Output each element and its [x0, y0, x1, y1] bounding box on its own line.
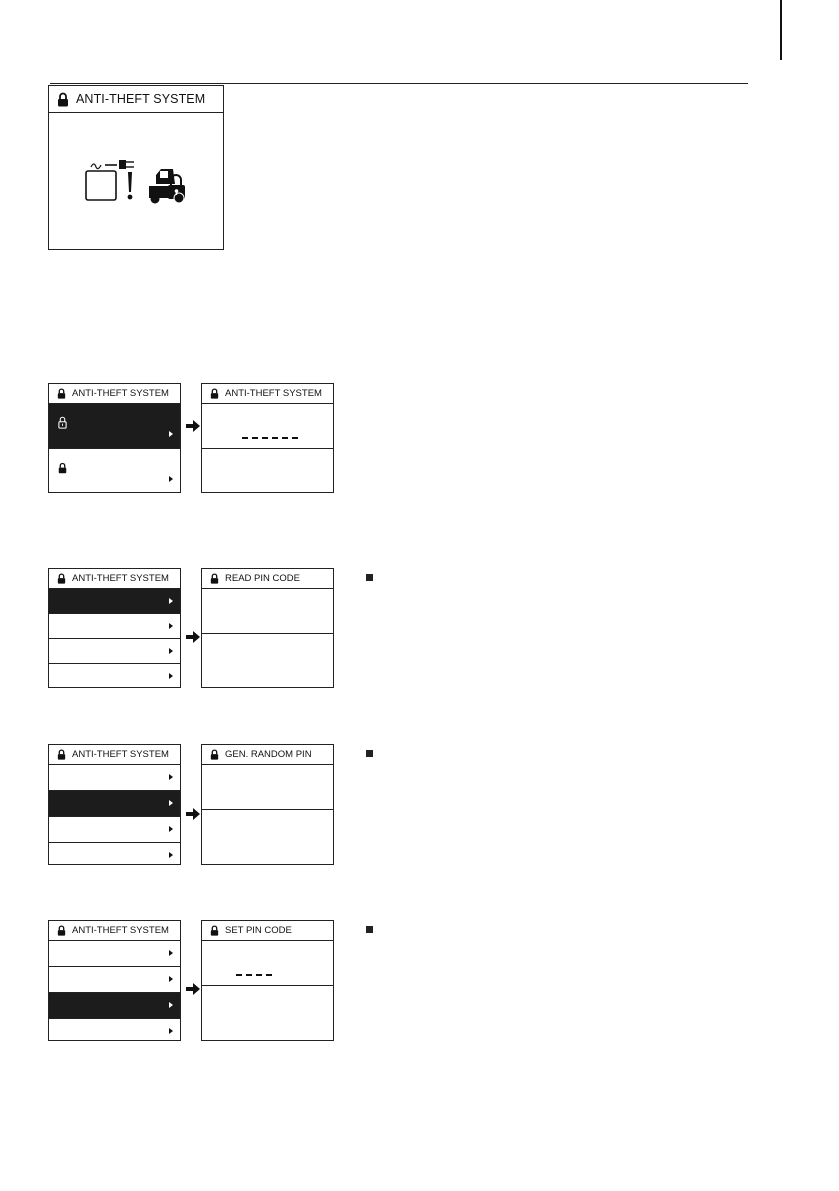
padlock-icon — [210, 573, 219, 584]
padlock-icon — [210, 925, 219, 936]
screen-header — [202, 745, 333, 765]
menu-item-gen-random-pin[interactable] — [49, 967, 180, 993]
pin-entry-row[interactable] — [202, 404, 333, 449]
chevron-right-icon — [169, 431, 173, 437]
padlock-icon — [57, 749, 66, 760]
step4-menu-screen — [48, 920, 181, 1041]
step3-menu-screen — [48, 744, 181, 865]
anti-theft-alert-screen — [48, 85, 224, 250]
screen-header — [49, 745, 180, 765]
result-row — [202, 634, 333, 689]
chevron-right-icon — [169, 1028, 173, 1034]
padlock-icon — [57, 573, 66, 584]
pin-display-row — [202, 589, 333, 634]
result-row — [202, 810, 333, 866]
screen-body — [49, 113, 223, 250]
bullet — [366, 574, 373, 581]
result-row — [202, 449, 333, 493]
pin-placeholder — [236, 974, 272, 976]
chevron-right-icon — [169, 598, 173, 604]
menu-item-read-pin[interactable] — [49, 941, 180, 967]
chevron-right-icon — [169, 950, 173, 956]
screen-header — [49, 384, 180, 404]
screen-title: SET PIN CODE — [225, 925, 292, 936]
screen-title: ANTI-THEFT SYSTEM — [72, 388, 169, 399]
chevron-right-icon — [169, 800, 173, 806]
screen-header — [49, 86, 223, 113]
menu-item-read-pin[interactable] — [49, 589, 180, 614]
step1-result-screen — [201, 383, 334, 493]
screen-title: READ PIN CODE — [225, 573, 300, 584]
screen-title: ANTI-THEFT SYSTEM — [72, 925, 169, 936]
step3-result-screen — [201, 744, 334, 865]
pin-placeholder — [242, 437, 298, 439]
menu-item-gen-random-pin[interactable] — [49, 791, 180, 817]
chevron-right-icon — [169, 476, 173, 482]
chevron-right-icon — [169, 648, 173, 654]
arrow-right-icon — [186, 420, 200, 432]
step2-result-screen — [201, 568, 334, 688]
battery-disconnected-icon — [86, 160, 134, 200]
tractor-locked-icon — [149, 169, 185, 204]
padlock-icon — [58, 462, 67, 474]
step2-menu-screen — [48, 568, 181, 688]
exclamation-icon — [128, 172, 133, 199]
chevron-right-icon — [169, 673, 173, 679]
page-edge-rule — [780, 0, 782, 60]
menu-item-gen-random-pin[interactable] — [49, 614, 180, 639]
padlock-icon — [210, 388, 219, 399]
bullet — [366, 750, 373, 757]
menu-item-read-pin[interactable] — [49, 765, 180, 791]
chevron-right-icon — [169, 774, 173, 780]
alert-icons — [79, 143, 199, 223]
menu-item-set-pin[interactable] — [49, 639, 180, 664]
pin-entry-row[interactable] — [202, 941, 333, 986]
arrow-right-icon — [186, 983, 200, 995]
padlock-icon — [57, 92, 69, 107]
arrow-right-icon — [186, 631, 200, 643]
screen-title: GEN. RANDOM PIN — [225, 749, 312, 760]
bullet — [366, 926, 373, 933]
screen-header — [202, 569, 333, 589]
chevron-right-icon — [169, 1002, 173, 1008]
menu-item-unlock[interactable] — [49, 404, 180, 449]
padlock-icon — [210, 749, 219, 760]
screen-title: ANTI-THEFT SYSTEM — [225, 388, 322, 399]
menu-item-lock[interactable] — [49, 449, 180, 493]
step1-menu-screen — [48, 383, 181, 493]
menu-item-4[interactable] — [49, 1019, 180, 1043]
chevron-right-icon — [169, 623, 173, 629]
screen-title: ANTI-THEFT SYSTEM — [72, 573, 169, 584]
screen-header — [49, 921, 180, 941]
screen-header — [202, 921, 333, 941]
unlock-icon — [58, 416, 67, 429]
result-row — [202, 986, 333, 1042]
section-rule — [50, 83, 748, 84]
screen-title: ANTI-THEFT SYSTEM — [76, 92, 206, 106]
menu-item-set-pin[interactable] — [49, 817, 180, 843]
screen-header — [202, 384, 333, 404]
padlock-icon — [57, 388, 66, 399]
chevron-right-icon — [169, 976, 173, 982]
menu-item-set-pin[interactable] — [49, 993, 180, 1019]
step4-result-screen — [201, 920, 334, 1041]
menu-item-4[interactable] — [49, 664, 180, 688]
screen-header — [49, 569, 180, 589]
chevron-right-icon — [169, 826, 173, 832]
screen-title: ANTI-THEFT SYSTEM — [72, 749, 169, 760]
padlock-icon — [57, 925, 66, 936]
chevron-right-icon — [169, 852, 173, 858]
menu-item-4[interactable] — [49, 843, 180, 867]
pin-display-row — [202, 765, 333, 810]
arrow-right-icon — [186, 808, 200, 820]
